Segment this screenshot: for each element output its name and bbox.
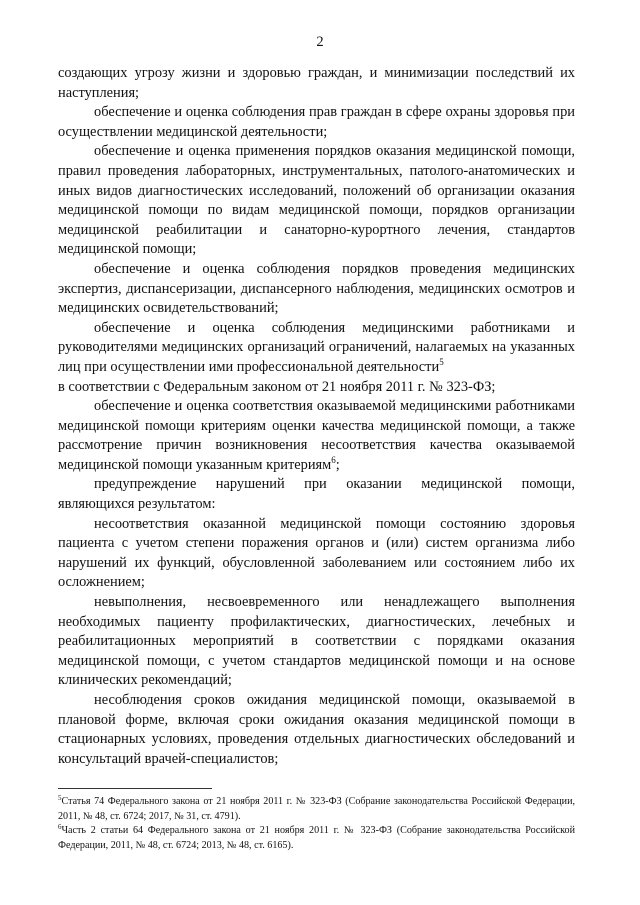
footnotes	[58, 795, 575, 853]
paragraph	[58, 515, 575, 593]
footnote	[58, 795, 575, 824]
footnote	[58, 824, 575, 853]
page-number: 2	[316, 34, 324, 50]
footnote-mark: 6	[58, 823, 62, 832]
paragraph-text: обеспечение и оценка соблюдения прав граждан в сфере охраны здоровья при осуществлении медицинской деятельности;	[58, 104, 575, 140]
paragraph-text: предупреждение нарушений при оказании медицинской помощи, являющихся результатом:	[58, 476, 575, 513]
paragraph-text: обеспечение и оценка соблюдения медицинскими работниками и руководителями медицинских организаций ограничений, налагаемых на указанных лиц при осуществлении ими профессиональной деятельности	[58, 319, 575, 375]
body-text	[58, 64, 575, 769]
paragraph	[58, 103, 575, 142]
paragraph-text: обеспечение и оценка применения порядков оказания медицинской помощи, правил проведения лабораторных, инструментальных, патолого-анатомических и иных видов диагностических исследований, положений об организации оказания медицинской помощи по видам медицинской помощи, порядков организации медицинской реабилитации и санаторно-курортного лечения, стандартов медицинской помощи;	[58, 143, 575, 258]
paragraph	[58, 593, 575, 691]
footnote-divider	[58, 788, 212, 789]
footnote-text: Статья 74 Федерального закона от 21 ноября 2011 г. № 323-ФЗ (Собрание законодательства Российской Федерации, 2011, № 48, ст. 6724; 2017, № 31, ст. 4791).	[58, 796, 575, 822]
footnote-mark: 5	[58, 794, 62, 802]
paragraph	[58, 142, 575, 260]
paragraph	[58, 64, 575, 103]
paragraph	[58, 475, 575, 514]
paragraph-text: создающих угрозу жизни и здоровью граждан, и минимизации последствий их наступления;	[58, 65, 575, 101]
paragraph-text: несоответствия оказанной медицинской помощи состоянию здоровья пациента с учетом степени поражения органов и (или) систем организма либо нарушений их функций, обусловленной заболеванием или состоянием либо их осложнением;	[58, 515, 575, 591]
paragraph-tail: ;	[335, 456, 340, 473]
paragraph	[58, 319, 575, 378]
footnote-ref[interactable]: 6	[331, 454, 336, 465]
paragraph-text: в соответствии с Федеральным законом от 21 ноября 2011 г. № 323-ФЗ;	[58, 378, 496, 395]
paragraph	[58, 378, 575, 398]
paragraph-text: несоблюдения сроков ожидания медицинской помощи, оказываемой в плановой форме, включая сроки ожидания оказания медицинской помощи в стационарных условиях, проведения отдельных диагностических обследований и консультаций врачей-специалистов;	[58, 692, 575, 767]
paragraph	[58, 260, 575, 319]
paragraph-text: обеспечение и оценка соблюдения порядков проведения медицинских экспертиз, диспансеризации, диспансерного наблюдения, медицинских осмотров и медицинских освидетельствований;	[58, 260, 575, 317]
paragraph-text: невыполнения, несвоевременного или ненадлежащего выполнения необходимых пациенту профилактических, диагностических, лечебных и реабилитационных мероприятий в соответствии с порядками оказания медицинской помощи, с учетом стандартов медицинской помощи и на основе клинических рекомендаций;	[58, 594, 575, 689]
paragraph-text: обеспечение и оценка соответствия оказываемой медицинскими работниками медицинской помощи критериям оценки качества медицинской помощи, а также рассмотрение причин возникновения несоответствия качества оказываемой медицинской помощи указанным критериям	[58, 398, 575, 473]
paragraph	[58, 397, 575, 475]
footnote-ref[interactable]: 5	[439, 356, 444, 367]
paragraph	[58, 691, 575, 769]
footnote-text: Часть 2 статьи 64 Федерального закона от 21 ноября 2011 г. № 323-ФЗ (Собрание законодательства Российской Федерации, 2011, № 48, ст. 6724; 2013, № 48, ст. 6165).	[58, 825, 575, 851]
